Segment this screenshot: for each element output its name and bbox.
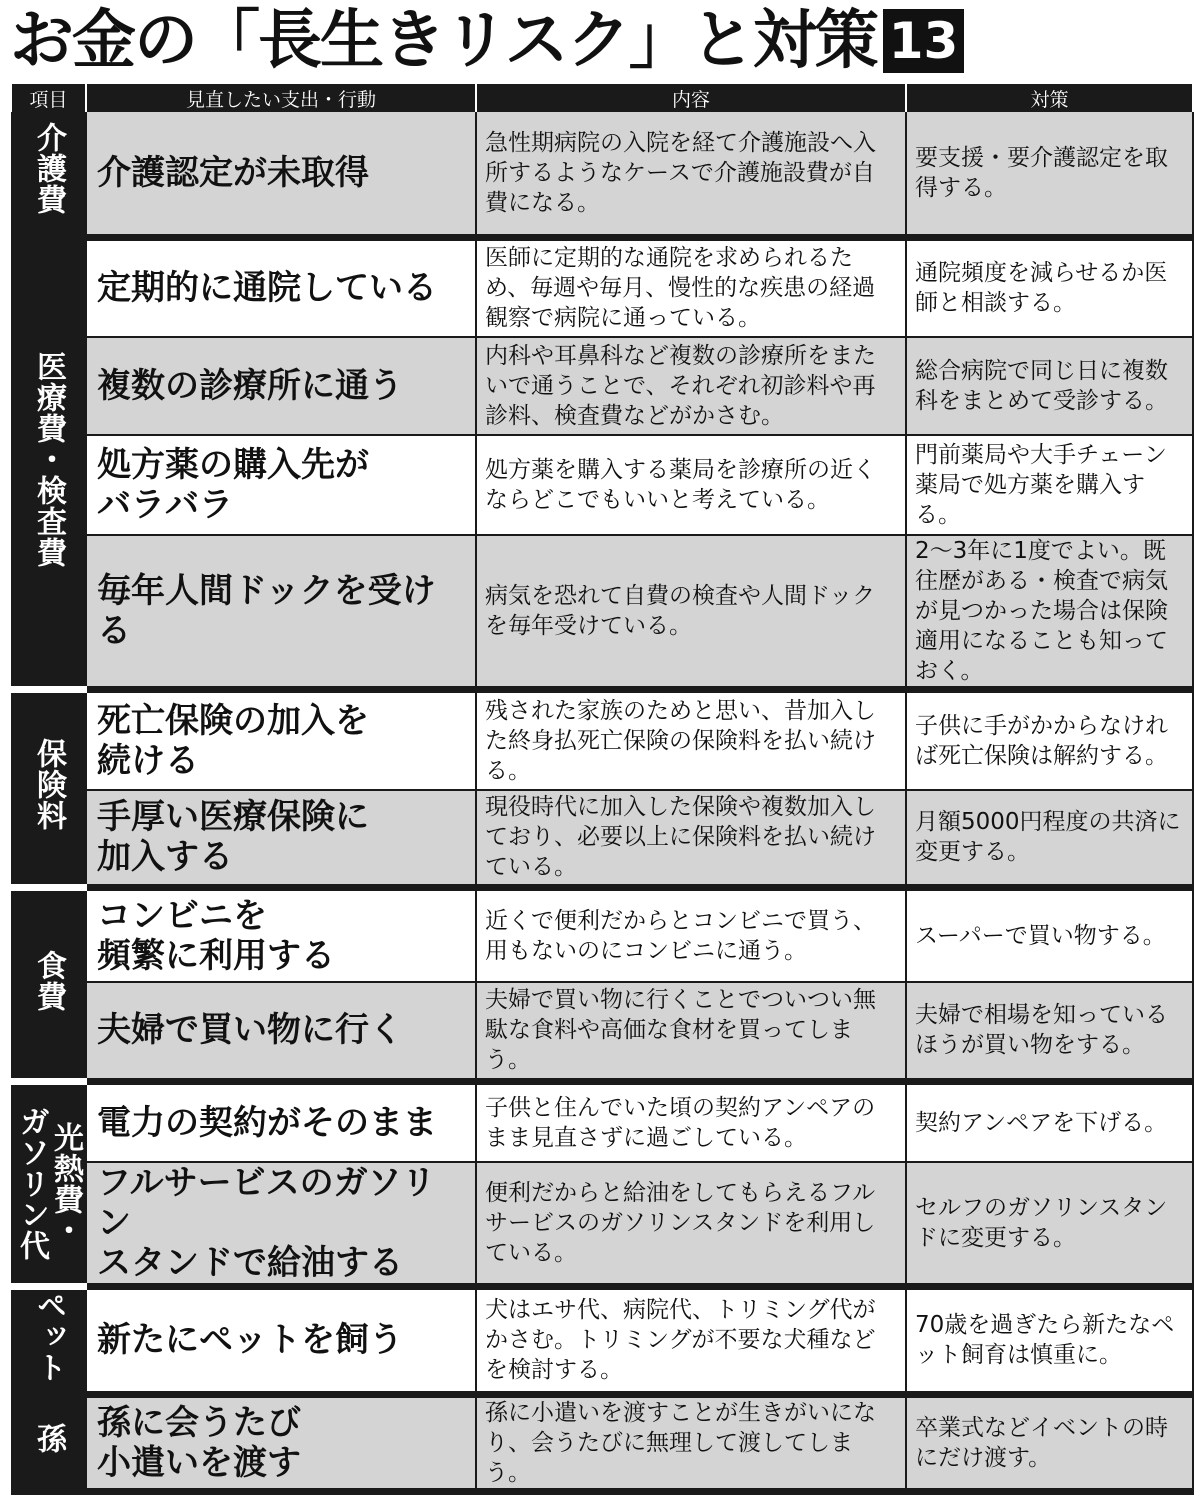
content-cell	[476, 1286, 906, 1394]
measure-cell	[906, 888, 1193, 982]
table-row	[11, 237, 1193, 337]
measure-cell-text: 通院頻度を減らせるか医師と相談する。	[915, 260, 1168, 317]
measure-cell-text: 契約アンペアを下げる。	[915, 1109, 1168, 1136]
category-label: ペット	[31, 1289, 66, 1383]
content-cell-text: 子供と住んでいた頃の契約アンペアのまま見直さずに過ごしている。	[485, 1094, 876, 1151]
item-cell-text: 介護認定が未取得	[97, 152, 369, 193]
table-row	[11, 982, 1193, 1082]
item-cell	[86, 1082, 476, 1162]
table-row	[11, 535, 1193, 690]
item-cell	[86, 982, 476, 1082]
measure-cell-text: スーパーで買い物する。	[915, 922, 1166, 949]
header-measure: 対策	[906, 84, 1193, 112]
measure-cell-text: 月額5000円程度の共済に変更する。	[915, 809, 1181, 866]
measure-cell	[906, 112, 1193, 237]
measure-cell-text: 夫婦で相場を知っているほうが買い物をする。	[915, 1002, 1168, 1059]
content-cell	[476, 237, 906, 337]
category-cell	[11, 690, 86, 888]
table-row	[11, 435, 1193, 535]
item-cell-text: 毎年人間ドックを受ける	[97, 571, 436, 651]
header-row	[11, 84, 1193, 112]
item-cell-text: 複数の診療所に通う	[97, 366, 403, 406]
category-label	[11, 1106, 85, 1261]
content-cell	[476, 1162, 906, 1287]
item-cell	[86, 435, 476, 535]
category-label-line: 光熱費・	[48, 1121, 83, 1246]
category-cell	[11, 1082, 86, 1287]
content-cell-text: 処方薬を購入する薬局を診療所の近くならどこでもいいと考えている。	[485, 457, 876, 513]
measure-cell	[906, 790, 1193, 888]
table-row	[11, 1394, 1193, 1491]
content-cell	[476, 435, 906, 535]
content-cell-text: 犬はエサ代、病院代、トリミング代がかさむ。トリミングが不要な犬種などを検討する。	[485, 1297, 876, 1383]
item-cell-text: 孫に会うたび 小遣いを渡す	[97, 1402, 301, 1483]
content-cell	[476, 1394, 906, 1491]
measure-cell	[906, 1286, 1193, 1394]
table-row	[11, 690, 1193, 790]
item-cell	[86, 1286, 476, 1394]
measure-cell	[906, 1162, 1193, 1287]
header-category: 項目	[11, 84, 86, 112]
content-cell-text: 急性期病院の入院を経て介護施設へ入所するようなケースで介護施設費が自費になる。	[485, 129, 876, 216]
item-cell	[86, 337, 476, 435]
title-text: お金の「長生きリスク」と対策	[10, 4, 877, 78]
content-cell	[476, 535, 906, 690]
item-cell-text: 処方薬の購入先が バラバラ	[97, 445, 369, 525]
content-cell	[476, 1082, 906, 1162]
content-cell	[476, 790, 906, 888]
measure-cell-text: 要支援・要介護認定を取得する。	[915, 144, 1168, 201]
item-cell-text: 電力の契約がそのまま	[97, 1102, 437, 1143]
measure-cell	[906, 237, 1193, 337]
measure-cell	[906, 535, 1193, 690]
content-cell-text: 残された家族のためと思い、昔加入した終身払死亡保険の保険料を払い続ける。	[485, 697, 876, 784]
category-cell	[11, 237, 86, 690]
measure-cell-text: 70歳を過ぎたら新たなペット飼育は慎重に。	[915, 1312, 1175, 1368]
content-cell	[476, 112, 906, 237]
item-cell	[86, 790, 476, 888]
measure-cell-text: 卒業式などイベントの時にだけ渡す。	[915, 1414, 1168, 1471]
category-label: 保険料	[31, 738, 66, 831]
content-cell-text: 病気を恐れて自費の検査や人間ドックを毎年受けている。	[485, 583, 876, 639]
content-cell-text: 近くで便利だからとコンビニで買う、用もないのにコンビニに通う。	[485, 907, 876, 964]
table-row	[11, 112, 1193, 237]
item-cell	[86, 1394, 476, 1491]
measure-cell-text: セルフのガソリンスタンドに変更する。	[915, 1194, 1168, 1251]
category-cell	[11, 112, 86, 237]
measure-cell-text: 門前薬局や大手チェーン薬局で処方薬を購入する。	[915, 442, 1167, 528]
table-row	[11, 337, 1193, 435]
table-row	[11, 1286, 1193, 1394]
category-cell	[11, 1286, 86, 1394]
content-cell	[476, 690, 906, 790]
item-cell-text: 定期的に通院している	[97, 268, 437, 309]
measure-cell-text: 2〜3年に1度でよい。既往歴がある・検査で病気が見つかった場合は保険適用になることも知っておく。	[915, 538, 1168, 684]
risk-table	[10, 84, 1194, 1495]
measure-cell	[906, 435, 1193, 535]
header-content: 内容	[476, 84, 906, 112]
header-item: 見直したい支出・行動	[86, 84, 476, 112]
table-row	[11, 888, 1193, 982]
item-cell	[86, 1162, 476, 1287]
table-row	[11, 1162, 1193, 1287]
item-cell	[86, 112, 476, 237]
page-title	[10, 4, 964, 78]
item-cell	[86, 888, 476, 982]
content-cell	[476, 982, 906, 1082]
item-cell-text: フルサービスのガソリン スタンドで給油する	[97, 1162, 436, 1283]
table-row	[11, 790, 1193, 888]
category-cell	[11, 1394, 86, 1491]
item-cell-text: 新たにペットを飼う	[97, 1320, 403, 1360]
item-cell-text: コンビニを 頻繁に利用する	[97, 895, 335, 976]
measure-cell-text: 子供に手がかからなければ死亡保険は解約する。	[915, 712, 1168, 769]
table-row	[11, 1082, 1193, 1162]
item-cell-text: 手厚い医療保険に 加入する	[97, 797, 369, 878]
content-cell-text: 現役時代に加入した保険や複数加入しており、必要以上に保険料を払い続けている。	[485, 794, 876, 881]
content-cell-text: 便利だからと給油をしてもらえるフルサービスのガソリンスタンドを利用している。	[485, 1179, 876, 1266]
content-cell-text: 内科や耳鼻科など複数の診療所をまたいで通うことで、それぞれ初診料や再診料、検査費などがかさむ。	[485, 343, 876, 429]
category-label: 食費	[31, 949, 66, 1012]
category-label: 介護費	[31, 122, 66, 216]
content-cell	[476, 337, 906, 435]
measure-cell	[906, 1394, 1193, 1491]
table-body	[11, 112, 1193, 1491]
category-label: 医療費・検査費	[31, 350, 66, 568]
category-cell	[11, 888, 86, 1082]
content-cell	[476, 888, 906, 982]
item-cell-text: 夫婦で買い物に行く	[97, 1010, 403, 1051]
measure-cell-text: 総合病院で同じ日に複数科をまとめて受診する。	[915, 358, 1168, 414]
content-cell-text: 夫婦で買い物に行くことでついつい無駄な食料や高価な食材を買ってしまう。	[485, 987, 876, 1074]
item-cell	[86, 237, 476, 337]
measure-cell	[906, 1082, 1193, 1162]
content-cell-text: 孫に小遣いを渡すことが生きがいになり、会うたびに無理して渡してしまう。	[485, 1399, 876, 1486]
measure-cell	[906, 690, 1193, 790]
item-cell	[86, 690, 476, 790]
category-label-line: ガソリン代	[14, 1106, 49, 1262]
item-cell	[86, 535, 476, 690]
measure-cell	[906, 982, 1193, 1082]
content-cell-text: 医師に定期的な通院を求められるため、毎週や毎月、慢性的な疾患の経過観察で病院に通っている。	[485, 245, 876, 332]
measure-cell	[906, 337, 1193, 435]
item-cell-text: 死亡保険の加入を 続ける	[97, 700, 369, 781]
category-label: 孫	[31, 1423, 66, 1454]
title-number-badge: 13	[883, 9, 965, 73]
